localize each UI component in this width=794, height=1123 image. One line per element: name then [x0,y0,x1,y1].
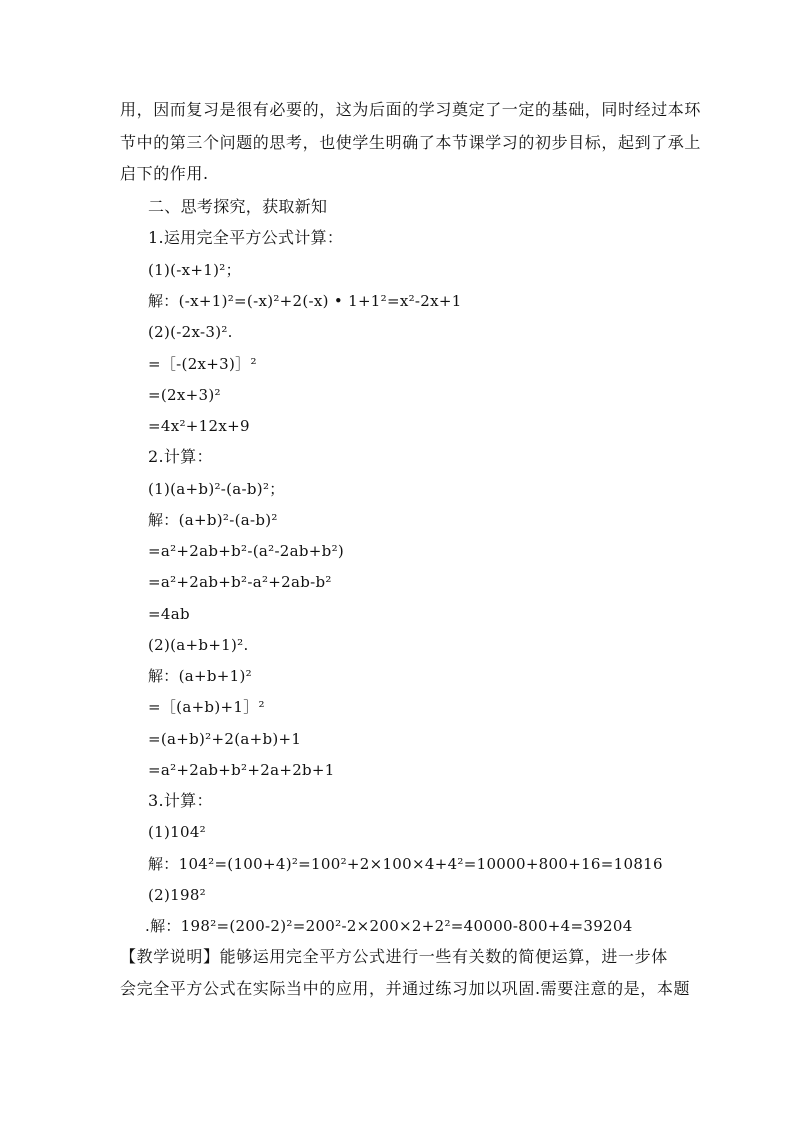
q2-part1-step3: =4ab [148,605,190,623]
q1-part2-step1: =［-(2x+3)］² [148,355,257,373]
intro-line-1: 用，因而复习是很有必要的，这为后面的学习奠定了一定的基础，同时经过本环 [120,100,702,119]
q1-part1-solution: 解：(-x+1)²=(-x)²+2(-x) • 1+1²=x²-2x+1 [148,292,462,310]
q3-heading: 3.计算： [148,791,213,810]
q2-part2-step3: =a²+2ab+b²+2a+2b+1 [148,761,335,779]
q3-part1-solution: 解：104²=(100+4)²=100²+2×100×4+4²=10000+800+16=10816 [148,855,663,873]
teaching-note-line-2: 会完全平方公式在实际当中的应用，并通过练习加以巩固.需要注意的是，本题 [120,979,691,998]
q2-part2-step2: =(a+b)²+2(a+b)+1 [148,730,302,748]
intro-line-2: 节中的第三个问题的思考，也使学生明确了本节课学习的初步目标，起到了承上 [120,133,702,152]
q1-part1: (1)(-x+1)²； [148,261,241,279]
q2-part1-step1: =a²+2ab+b²-(a²-2ab+b²) [148,542,345,560]
q2-heading: 2.计算： [148,447,213,466]
q1-part2-step3: =4x²+12x+9 [148,417,250,435]
q1-part2-step2: =(2x+3)² [148,386,221,404]
q3-part2-solution: .解：198²=(200-2)²=200²-2×200×2+2²=40000-800+4=39204 [145,917,633,935]
q2-part2-solution: 解：(a+b+1)² [148,667,252,685]
q2-part1-step2: =a²+2ab+b²-a²+2ab-b² [148,573,332,591]
q3-part2: (2)198² [148,886,206,904]
teaching-note-line-1: 【教学说明】能够运用完全平方公式进行一些有关数的简便运算，进一步体 [120,947,668,966]
q3-part1: (1)104² [148,823,206,841]
q2-part2: (2)(a+b+1)². [148,636,249,654]
q1-heading: 1.运用完全平方公式计算： [148,228,344,247]
q2-part2-step1: =［(a+b)+1］² [148,698,265,716]
q2-part1: (1)(a+b)²-(a-b)²； [148,480,285,498]
q2-part1-solution: 解：(a+b)²-(a-b)² [148,511,278,529]
section-title: 二、思考探究，获取新知 [148,197,328,216]
q1-part2: (2)(-2x-3)². [148,323,233,341]
intro-line-3: 启下的作用. [120,164,209,183]
